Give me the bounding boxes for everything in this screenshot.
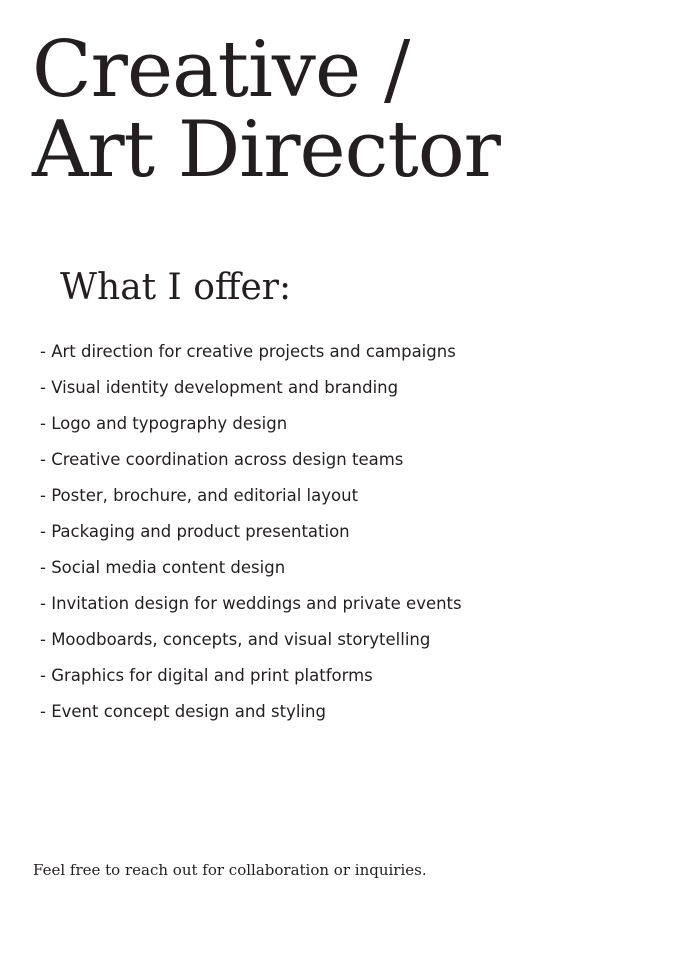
list-item: - Art direction for creative projects and campaigns [40,342,456,361]
title-line-2: Art Director [32,105,500,195]
list-item: - Visual identity development and branding [40,378,399,397]
list-item: - Logo and typography design [40,414,288,433]
list-item: - Graphics for digital and print platforms [40,666,373,685]
list-item: - Moodboards, concepts, and visual storytelling [40,630,431,649]
list-item: - Social media content design [40,558,286,577]
list-item: - Creative coordination across design teams [40,450,404,469]
list-item: - Packaging and product presentation [40,522,350,541]
list-item: - Poster, brochure, and editorial layout [40,486,359,505]
section-heading: What I offer: [60,267,292,308]
offer-list [40,334,462,730]
title-line-1: Creative / [32,25,410,115]
contact-note: Feel free to reach out for collaboration or inquiries. [33,861,427,879]
page-title [32,25,500,195]
list-item: - Invitation design for weddings and private events [40,594,462,613]
list-item: - Event concept design and styling [40,702,326,721]
